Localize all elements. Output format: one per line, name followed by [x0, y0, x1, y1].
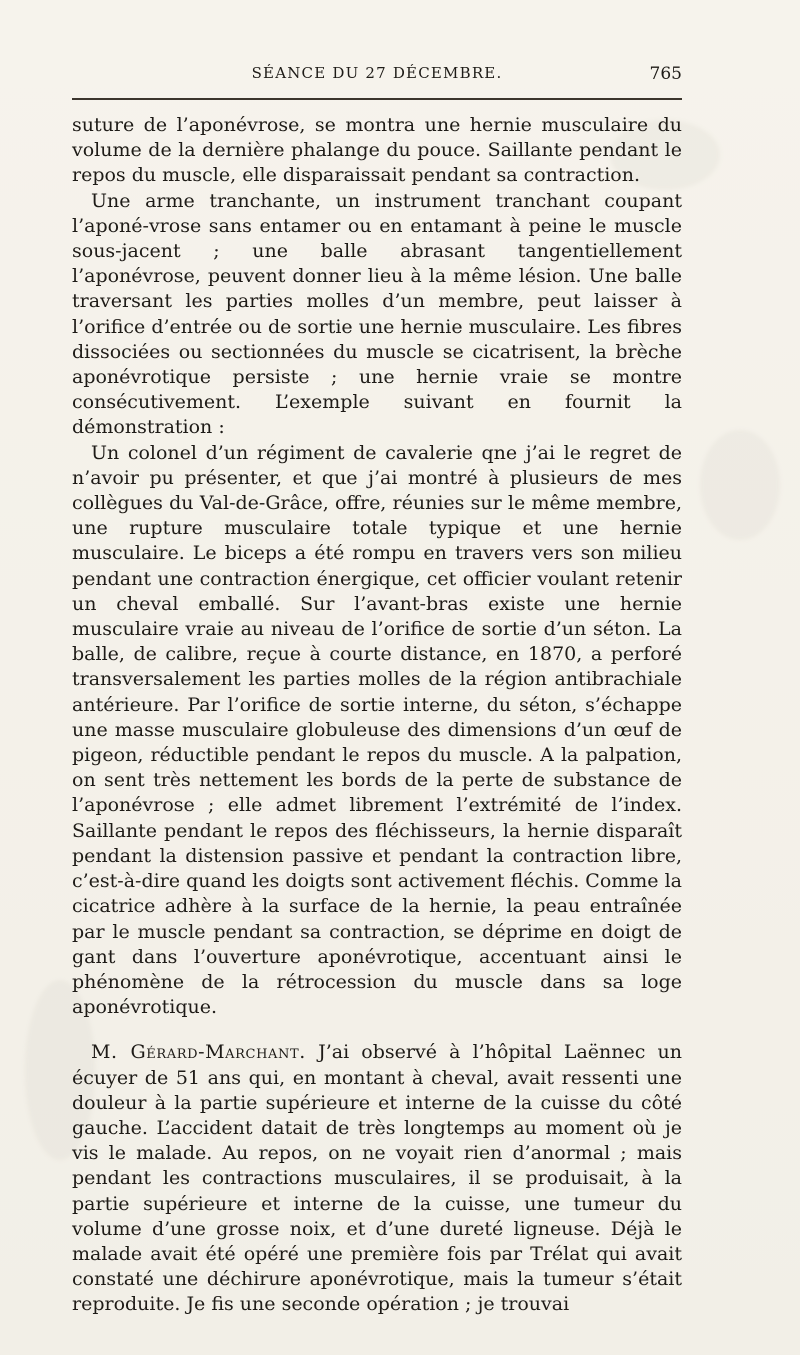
paragraph-arme-tranchante: Une arme tranchante, un instrument tranchant coupant l’aponé-vrose sans entamer ou en entamant à peine le muscle sous-jacent ; une balle abrasant tangentiellement l’aponévrose, peuvent donner lieu à la même lésion. Une balle traversant les parties molles d’un membre, peut laisser à l’orifice d’entrée ou de sortie une hernie musculaire. Les fibres dissociées ou sectionnées du muscle se cicatrisent, la brèche aponévrotique persiste ; une hernie vraie se montre consécutivement. L’exemple suivant en fournit la démonstration : — [72, 189, 682, 439]
paragraph-gerard-marchant — [72, 1040, 682, 1317]
paragraph-colonel: Un colonel d’un régiment de cavalerie qne j’ai le regret de n’avoir pu présenter, et que j’ai montré à plusieurs de mes collègues du Val-de-Grâce, offre, réunies sur le même membre, une rupture musculaire totale typique et une hernie musculaire. Le biceps a été rompu en travers vers son milieu pendant une contraction énergique, cet officier voulant retenir un cheval emballé. Sur l’avant-bras existe une hernie musculaire vraie au niveau de l’orifice de sortie d’un séton. La balle, de calibre, reçue à courte distance, en 1870, a perforé transversalement les parties molles de la région antibrachiale antérieure. Par l’orifice de sortie interne, du séton, s’échappe une masse musculaire globuleuse des dimensions d’un œuf de pigeon, réductible pendant le repos du muscle. A la palpation, on sent très nettement les bords de la perte de substance de l’aponévrose ; elle admet librement l’extrémité de l’index. Saillante pendant le repos des fléchisseurs, la hernie disparaît pendant la distension passive et pendant la contraction libre, c’est-à-dire quand les doigts sont activement fléchis. Comme la cicatrice adhère à la surface de la hernie, la peau entraînée par le muscle pendant sa contraction, se déprime en doigt de gant dans l’ouverture aponévrotique, accentuant ainsi le phénomène de la rétrocession du muscle dans sa loge aponévrotique. — [72, 441, 682, 1019]
running-head — [72, 64, 682, 88]
header-rule — [72, 98, 682, 100]
paragraph-continuation: suture de l’aponévrose, se montra une hernie musculaire du volume de la dernière phalange du pouce. Saillante pendant le repos du muscle, elle disparaissait pendant sa contraction. — [72, 114, 682, 187]
page-number: 765 — [649, 64, 682, 84]
paper-stain — [700, 430, 780, 540]
speaker-text: J’ai observé à l’hôpital Laënnec un écuyer de 51 ans qui, en montant à cheval, avait ressenti une douleur à la partie supérieure et interne de la cuisse du côté gauche. L’accident datait de très longtemps au moment où je vis le malade. Au repos, on ne voyait rien d’anormal ; mais pendant les contractions musculaires, il se produisait, à la partie supérieure et interne de la cuisse, une tumeur du volume d’une grosse noix, et d’une dureté ligneuse. Déjà le malade avait été opéré une première fois par Trélat qui avait constaté une déchirure aponévrotique, mais la tumeur s’était reproduite. Je fis une seconde opération ; je trouvai — [72, 1041, 683, 1316]
speaker-name: M. Gérard-Marchant. — [91, 1041, 306, 1064]
main-text — [72, 113, 682, 1318]
page-header-title: SÉANCE DU 27 DÉCEMBRE. — [251, 64, 503, 82]
